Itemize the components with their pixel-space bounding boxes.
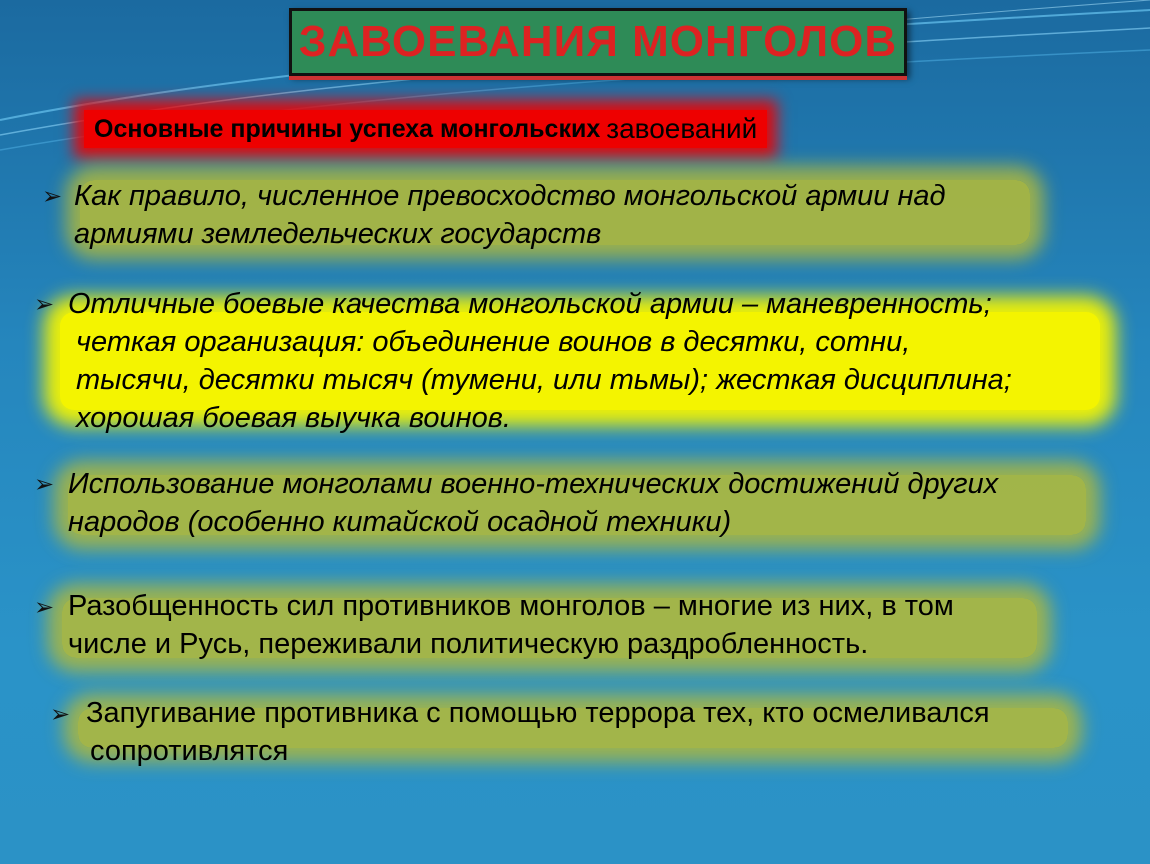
- subtitle-plain: завоеваний: [606, 113, 758, 144]
- list-item-line: числе и Русь, переживали политическую раздробленность.: [68, 628, 869, 660]
- list-item-text: [86, 694, 990, 770]
- arrow-bullet-icon: ➢: [34, 471, 55, 498]
- list-item-line: Запугивание противника с помощью террора тех, кто осмеливался: [86, 697, 990, 729]
- list-item-line: тысячи, десятки тысяч (тумени, или тьмы); жесткая дисциплина;: [76, 364, 1012, 396]
- list-item-text: [74, 177, 946, 253]
- list-item-text: [68, 587, 954, 663]
- arrow-bullet-icon: ➢: [42, 183, 63, 210]
- list-item-line: Использование монголами военно-технических достижений других: [68, 468, 999, 500]
- list-item-text: [68, 285, 1012, 437]
- list-item-line: Разобщенность сил противников монголов – многие из них, в том: [68, 590, 954, 622]
- list-item-line: хорошая боевая выучка воинов.: [76, 402, 511, 434]
- page-title: ЗАВОЕВАНИЯ МОНГОЛОВ: [298, 17, 898, 66]
- list-item-line: народов (особенно китайской осадной техники): [68, 506, 732, 538]
- arrow-bullet-icon: ➢: [34, 594, 55, 621]
- arrow-bullet-icon: ➢: [50, 701, 71, 728]
- list-item-line: Отличные боевые качества монгольской армии – маневренность;: [68, 288, 992, 320]
- arrow-bullet-icon: ➢: [34, 291, 55, 318]
- subtitle-bold: Основные причины успеха монгольских: [94, 114, 601, 143]
- title-box: [289, 8, 907, 76]
- list-item-line: сопротивлятся: [90, 735, 289, 767]
- list-item-line: Как правило, численное превосходство монгольской армии над: [74, 180, 946, 212]
- subtitle: [84, 110, 767, 148]
- list-item-line: четкая организация: объединение воинов в десятки, сотни,: [76, 326, 911, 358]
- list-item-line: армиями земледельческих государств: [74, 218, 602, 250]
- list-item-text: [68, 465, 998, 541]
